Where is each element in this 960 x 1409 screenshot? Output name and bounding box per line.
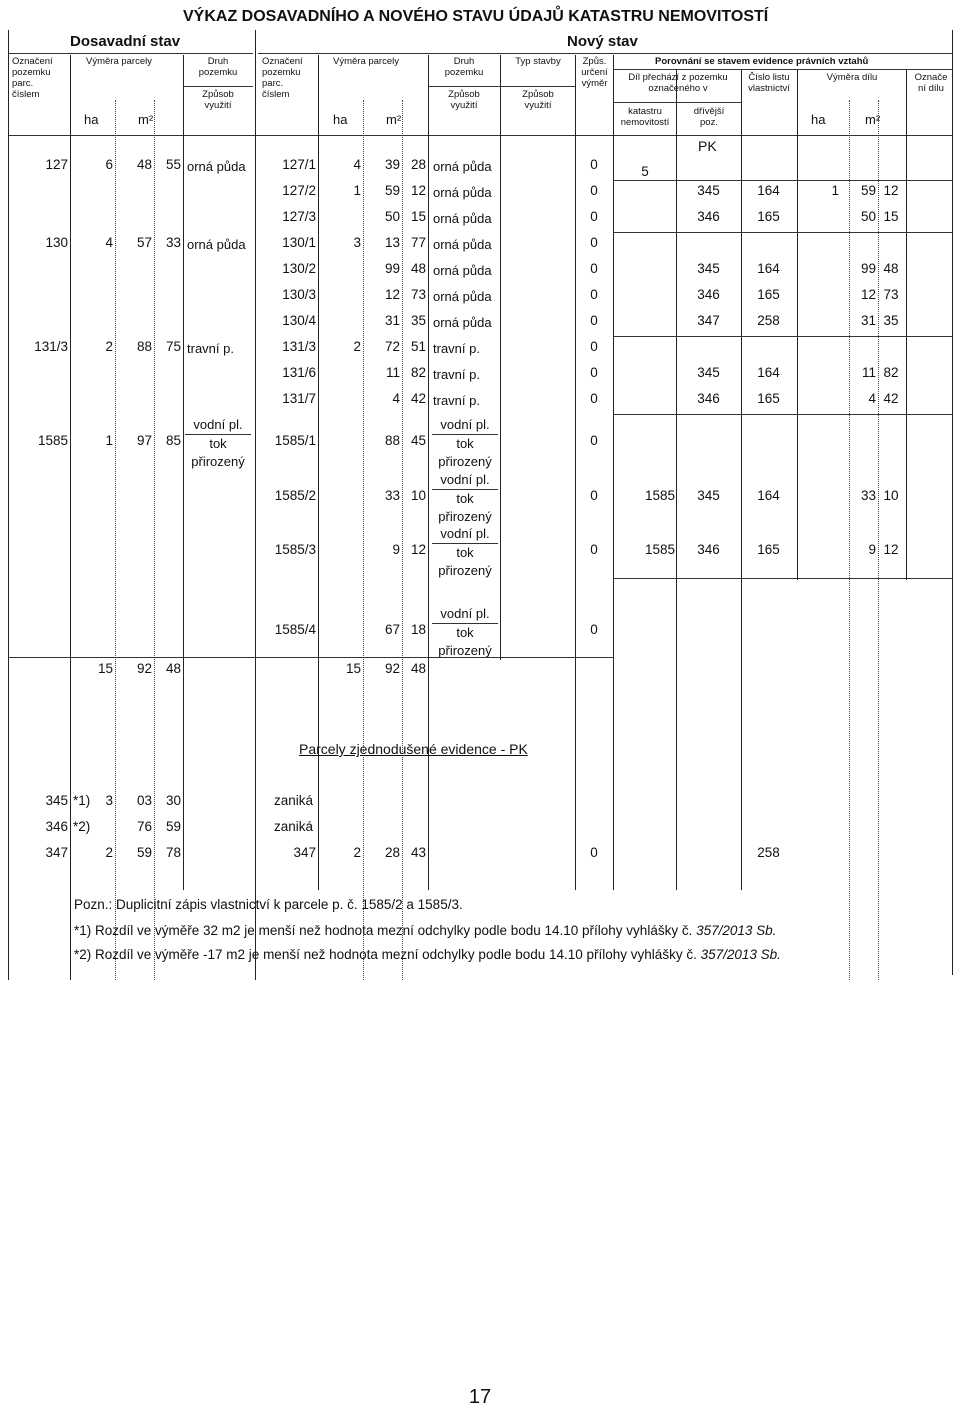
part-area-m2-hundreds: 50 [860, 209, 876, 224]
report-title: VÝKAZ DOSAVADNÍHO A NOVÉHO STAVU ÚDAJŮ KATASTRU NEMOVITOSTÍ [183, 8, 769, 25]
pk-area-m2-units: 30 [165, 793, 181, 808]
column-line [8, 55, 9, 980]
part-area-m2-units: 12 [883, 183, 899, 198]
column-line [183, 660, 184, 890]
cadastre-parcel: 5 [641, 164, 649, 179]
note-1: *1) Rozdíl ve výměře 32 m2 je menší než hodnota mezní odchylky podle bodu 14.10 přílohy vyhlášky č. 357/2013 Sb. [74, 923, 777, 938]
unit-ha-part: ha [811, 112, 826, 127]
new-land-type: vodní pl. tok přirozený [432, 471, 498, 526]
new-area-m2-hundreds: 12 [384, 287, 400, 302]
part-area-m2-hundreds: 31 [860, 313, 876, 328]
part-area-ha: 1 [831, 183, 839, 198]
dotted-column-line [363, 100, 364, 980]
pk-area-m2-hundreds: 76 [136, 819, 152, 834]
pk-parcel-number: 345 [45, 793, 68, 808]
new-area-m2-hundreds: 99 [384, 261, 400, 276]
new-land-type: vodní pl. tok přirozený [432, 416, 498, 471]
new-land-type: orná půda [433, 237, 492, 252]
old-area-m2-units: 75 [165, 339, 181, 354]
new-parcel-number: 130/2 [282, 261, 316, 276]
area-method: 0 [590, 391, 598, 406]
new-parcel-number: 1585/4 [274, 622, 316, 637]
pk-area-method: 0 [590, 845, 598, 860]
unit-ha-new: ha [333, 112, 348, 127]
new-area-m2-hundreds: 72 [384, 339, 400, 354]
former-parcel: 346 [697, 391, 720, 406]
note-2: *2) Rozdíl ve výměře -17 m2 je menší než hodnota mezní odchylky podle bodu 14.10 přílohy vyhlášky č. 357/2013 Sb. [74, 947, 781, 962]
pk-parcel-number: 346 [45, 819, 68, 834]
pk-new-area-ha: 2 [353, 845, 361, 860]
former-parcel: 346 [697, 209, 720, 224]
new-parcel-number: 1585/1 [274, 433, 316, 448]
new-area-m2-hundreds: 13 [384, 235, 400, 250]
part-area-m2-hundreds: 11 [861, 365, 876, 380]
old-total-m2-hundreds: 92 [136, 661, 152, 676]
area-method: 0 [590, 183, 598, 198]
part-area-m2-hundreds: 33 [860, 488, 876, 503]
area-method: 0 [590, 157, 598, 172]
column-line [428, 660, 429, 890]
part-area-m2-units: 82 [883, 365, 899, 380]
column-line [8, 30, 9, 60]
totals-rule [8, 657, 613, 658]
row-separator [613, 336, 952, 337]
column-line [613, 55, 614, 660]
header-rule [613, 69, 952, 70]
part-area-m2-units: 12 [883, 542, 899, 557]
old-area-ha: 4 [105, 235, 113, 250]
column-line [318, 55, 319, 660]
new-area-m2-units: 28 [410, 157, 426, 172]
old-area-m2-hundreds: 48 [136, 157, 152, 172]
new-area-m2-hundreds: 33 [384, 488, 400, 503]
new-land-type: orná půda [433, 289, 492, 304]
old-parcel-number: 1585 [37, 433, 68, 448]
old-area-m2-units: 85 [165, 433, 181, 448]
row-separator [613, 232, 952, 233]
pk-label: PK [698, 138, 717, 154]
part-area-m2-units: 35 [883, 313, 899, 328]
header-rule [258, 53, 952, 54]
pk-area-ha: 2 [105, 845, 113, 860]
new-area-m2-units: 51 [410, 339, 426, 354]
area-method: 0 [590, 622, 598, 637]
area-method: 0 [590, 339, 598, 354]
old-land-type: orná půda [187, 237, 246, 252]
new-parcel-number: 131/3 [282, 339, 316, 354]
header-area-method: Způs. určení výměr [581, 56, 608, 89]
old-area-m2-units: 33 [165, 235, 181, 250]
old-total-ha: 15 [97, 661, 113, 676]
column-line [906, 70, 907, 580]
old-parcel-number: 130 [45, 235, 68, 250]
column-line [741, 580, 742, 890]
header-parcel-new: Označení pozemku parc. číslem [262, 56, 303, 100]
former-parcel: 345 [697, 488, 720, 503]
ownership-sheet-number: 164 [757, 365, 780, 380]
pk-new-area-m2-hundreds: 28 [384, 845, 400, 860]
header-rule [184, 86, 253, 87]
ownership-sheet-number: 258 [757, 313, 780, 328]
new-area-m2-hundreds: 67 [384, 622, 400, 637]
area-method: 0 [590, 365, 598, 380]
new-area-m2-hundreds: 4 [392, 391, 400, 406]
column-line [428, 55, 429, 660]
area-method: 0 [590, 261, 598, 276]
new-area-m2-units: 15 [410, 209, 426, 224]
new-area-m2-units: 12 [410, 542, 426, 557]
unit-m2-part: m² [865, 112, 881, 127]
column-line [575, 660, 576, 890]
new-land-type: orná půda [433, 185, 492, 200]
ownership-sheet-number: 165 [757, 287, 780, 302]
new-area-m2-units: 12 [410, 183, 426, 198]
part-area-m2-hundreds: 9 [868, 542, 876, 557]
cadastre-parcel: 1585 [644, 488, 675, 503]
part-area-m2-units: 15 [883, 209, 899, 224]
header-building-use: Způsob využití [522, 89, 554, 111]
ownership-sheet-number: 164 [757, 261, 780, 276]
former-parcel: 346 [697, 287, 720, 302]
header-comparison: Porovnání se stavem evidence právních vztahů [655, 56, 869, 67]
column-line [318, 660, 319, 890]
new-area-m2-hundreds: 50 [384, 209, 400, 224]
old-area-ha: 1 [105, 433, 113, 448]
header-area-old: Výměra parcely [86, 56, 152, 67]
header-use-new: Způsob využití [448, 89, 480, 111]
ownership-sheet-number: 164 [757, 183, 780, 198]
new-area-m2-units: 45 [410, 433, 426, 448]
note-duplicate: Pozn.: Duplicitní zápis vlastnictví k parcele p. č. 1585/2 a 1585/3. [74, 897, 463, 912]
part-area-m2-units: 10 [883, 488, 899, 503]
new-area-m2-units: 77 [410, 235, 426, 250]
old-area-m2-hundreds: 88 [136, 339, 152, 354]
new-parcel-number: 131/7 [282, 391, 316, 406]
area-method: 0 [590, 542, 598, 557]
old-land-type: orná půda [187, 159, 246, 174]
new-parcel-number: 130/4 [282, 313, 316, 328]
new-area-m2-units: 10 [410, 488, 426, 503]
ownership-sheet-number: 165 [757, 542, 780, 557]
new-area-ha: 1 [353, 183, 361, 198]
new-area-m2-hundreds: 9 [392, 542, 400, 557]
section-old-state: Dosavadní stav [70, 33, 181, 50]
header-part-id: Označe ní dílu [914, 72, 948, 94]
part-area-m2-hundreds: 4 [868, 391, 876, 406]
area-method: 0 [590, 488, 598, 503]
new-land-type: orná půda [433, 263, 492, 278]
new-area-m2-hundreds: 59 [384, 183, 400, 198]
header-area-new: Výměra parcely [333, 56, 399, 67]
pk-new-area-m2-units: 43 [410, 845, 426, 860]
part-area-m2-hundreds: 12 [860, 287, 876, 302]
column-line [613, 580, 614, 890]
row-separator [613, 414, 952, 415]
old-area-ha: 6 [105, 157, 113, 172]
new-land-type: orná půda [433, 159, 492, 174]
new-total-m2-hundreds: 92 [384, 661, 400, 676]
page-number: 17 [468, 1386, 492, 1408]
header-rule [8, 53, 253, 54]
new-area-m2-hundreds: 88 [384, 433, 400, 448]
former-parcel: 346 [697, 542, 720, 557]
pk-area-ha: 3 [105, 793, 113, 808]
area-method: 0 [590, 235, 598, 250]
former-parcel: 345 [697, 261, 720, 276]
new-land-type: vodní pl. tok přirozený [432, 525, 498, 580]
header-part-from: Díl přechází z pozemku označeného v [628, 72, 728, 94]
column-line [70, 55, 71, 980]
new-area-m2-hundreds: 39 [384, 157, 400, 172]
column-line [500, 55, 501, 660]
new-area-m2-units: 82 [410, 365, 426, 380]
new-land-type: travní p. [433, 393, 480, 408]
pk-area-m2-hundreds: 59 [136, 845, 152, 860]
old-land-type: vodní pl. tok přirozený [185, 416, 251, 471]
former-parcel: 345 [697, 183, 720, 198]
new-area-ha: 4 [353, 157, 361, 172]
old-area-ha: 2 [105, 339, 113, 354]
column-line [676, 580, 677, 890]
pk-parcel-number: 347 [45, 845, 68, 860]
header-bottom-rule [8, 135, 952, 136]
new-area-ha: 3 [353, 235, 361, 250]
old-area-m2-units: 55 [165, 157, 181, 172]
pk-ownership-sheet-number: 258 [757, 845, 780, 860]
cadastre-parcel: 1585 [644, 542, 675, 557]
ownership-sheet-number: 165 [757, 391, 780, 406]
header-building-type: Typ stavby [515, 56, 561, 67]
old-area-m2-hundreds: 57 [136, 235, 152, 250]
area-method: 0 [590, 313, 598, 328]
part-area-m2-hundreds: 59 [860, 183, 876, 198]
header-part-area: Výměra dílu [826, 72, 878, 83]
old-parcel-number: 127 [45, 157, 68, 172]
new-parcel-number: 1585/2 [274, 488, 316, 503]
area-method: 0 [590, 287, 598, 302]
old-total-m2-units: 48 [165, 661, 181, 676]
pk-status: zaniká [274, 793, 314, 808]
unit-ha-old: ha [84, 112, 99, 127]
part-area-m2-hundreds: 99 [860, 261, 876, 276]
column-line [676, 70, 677, 580]
new-area-m2-hundreds: 11 [385, 365, 400, 380]
new-land-type: orná půda [433, 315, 492, 330]
new-total-m2-units: 48 [410, 661, 426, 676]
new-area-m2-units: 35 [410, 313, 426, 328]
header-use-old: Způsob využití [202, 89, 234, 111]
unit-m2-old: m² [138, 112, 154, 127]
new-parcel-number: 127/2 [282, 183, 316, 198]
new-land-type: travní p. [433, 367, 480, 382]
new-area-m2-hundreds: 31 [384, 313, 400, 328]
area-method: 0 [590, 209, 598, 224]
row-separator [613, 578, 952, 579]
header-ownership-sheet: Číslo listu vlastnictví [748, 72, 790, 94]
new-parcel-number: 131/6 [282, 365, 316, 380]
part-area-m2-units: 73 [883, 287, 899, 302]
new-area-m2-units: 73 [410, 287, 426, 302]
new-area-m2-units: 48 [410, 261, 426, 276]
new-area-m2-units: 18 [410, 622, 426, 637]
old-parcel-number: 131/3 [34, 339, 68, 354]
new-parcel-number: 1585/3 [274, 542, 316, 557]
area-method: 0 [590, 433, 598, 448]
column-line [183, 55, 184, 660]
header-land-type-old: Druh pozemku [198, 56, 238, 78]
pk-new-parcel-number: 347 [293, 845, 316, 860]
pk-note-ref: *2) [73, 819, 91, 834]
header-rule [613, 102, 741, 103]
new-area-m2-units: 42 [410, 391, 426, 406]
section-new-state: Nový stav [567, 33, 638, 50]
header-rule [429, 86, 575, 87]
header-cadastre: katastru nemovitostí [620, 106, 670, 128]
former-parcel: 347 [697, 313, 720, 328]
new-area-ha: 2 [353, 339, 361, 354]
column-line [255, 30, 256, 980]
former-parcel: 345 [697, 365, 720, 380]
column-line [952, 30, 953, 975]
new-land-type: vodní pl. tok přirozený [432, 605, 498, 660]
new-parcel-number: 130/3 [282, 287, 316, 302]
new-parcel-number: 127/3 [282, 209, 316, 224]
pk-area-m2-hundreds: 03 [136, 793, 152, 808]
new-parcel-number: 130/1 [282, 235, 316, 250]
pk-note-ref: *1) [73, 793, 91, 808]
column-line [575, 55, 576, 660]
header-former: dřívější poz. [693, 106, 725, 128]
ownership-sheet-number: 164 [757, 488, 780, 503]
new-parcel-number: 127/1 [282, 157, 316, 172]
unit-m2-new: m² [386, 112, 402, 127]
pk-area-m2-units: 59 [165, 819, 181, 834]
dotted-column-line [402, 100, 403, 980]
part-area-m2-units: 42 [883, 391, 899, 406]
old-area-m2-hundreds: 97 [136, 433, 152, 448]
new-land-type: travní p. [433, 341, 480, 356]
ownership-sheet-number: 165 [757, 209, 780, 224]
header-parcel-old: Označení pozemku parc. číslem [12, 56, 53, 100]
row-separator [613, 180, 952, 181]
old-land-type: travní p. [187, 341, 234, 356]
pk-area-m2-units: 78 [165, 845, 181, 860]
part-area-m2-units: 48 [883, 261, 899, 276]
column-line [797, 70, 798, 580]
new-land-type: orná půda [433, 211, 492, 226]
pk-section-title: Parcely zjednodušené evidence - PK [299, 741, 528, 757]
new-total-ha: 15 [345, 661, 361, 676]
pk-status: zaniká [274, 819, 314, 834]
header-land-type-new: Druh pozemku [444, 56, 484, 78]
